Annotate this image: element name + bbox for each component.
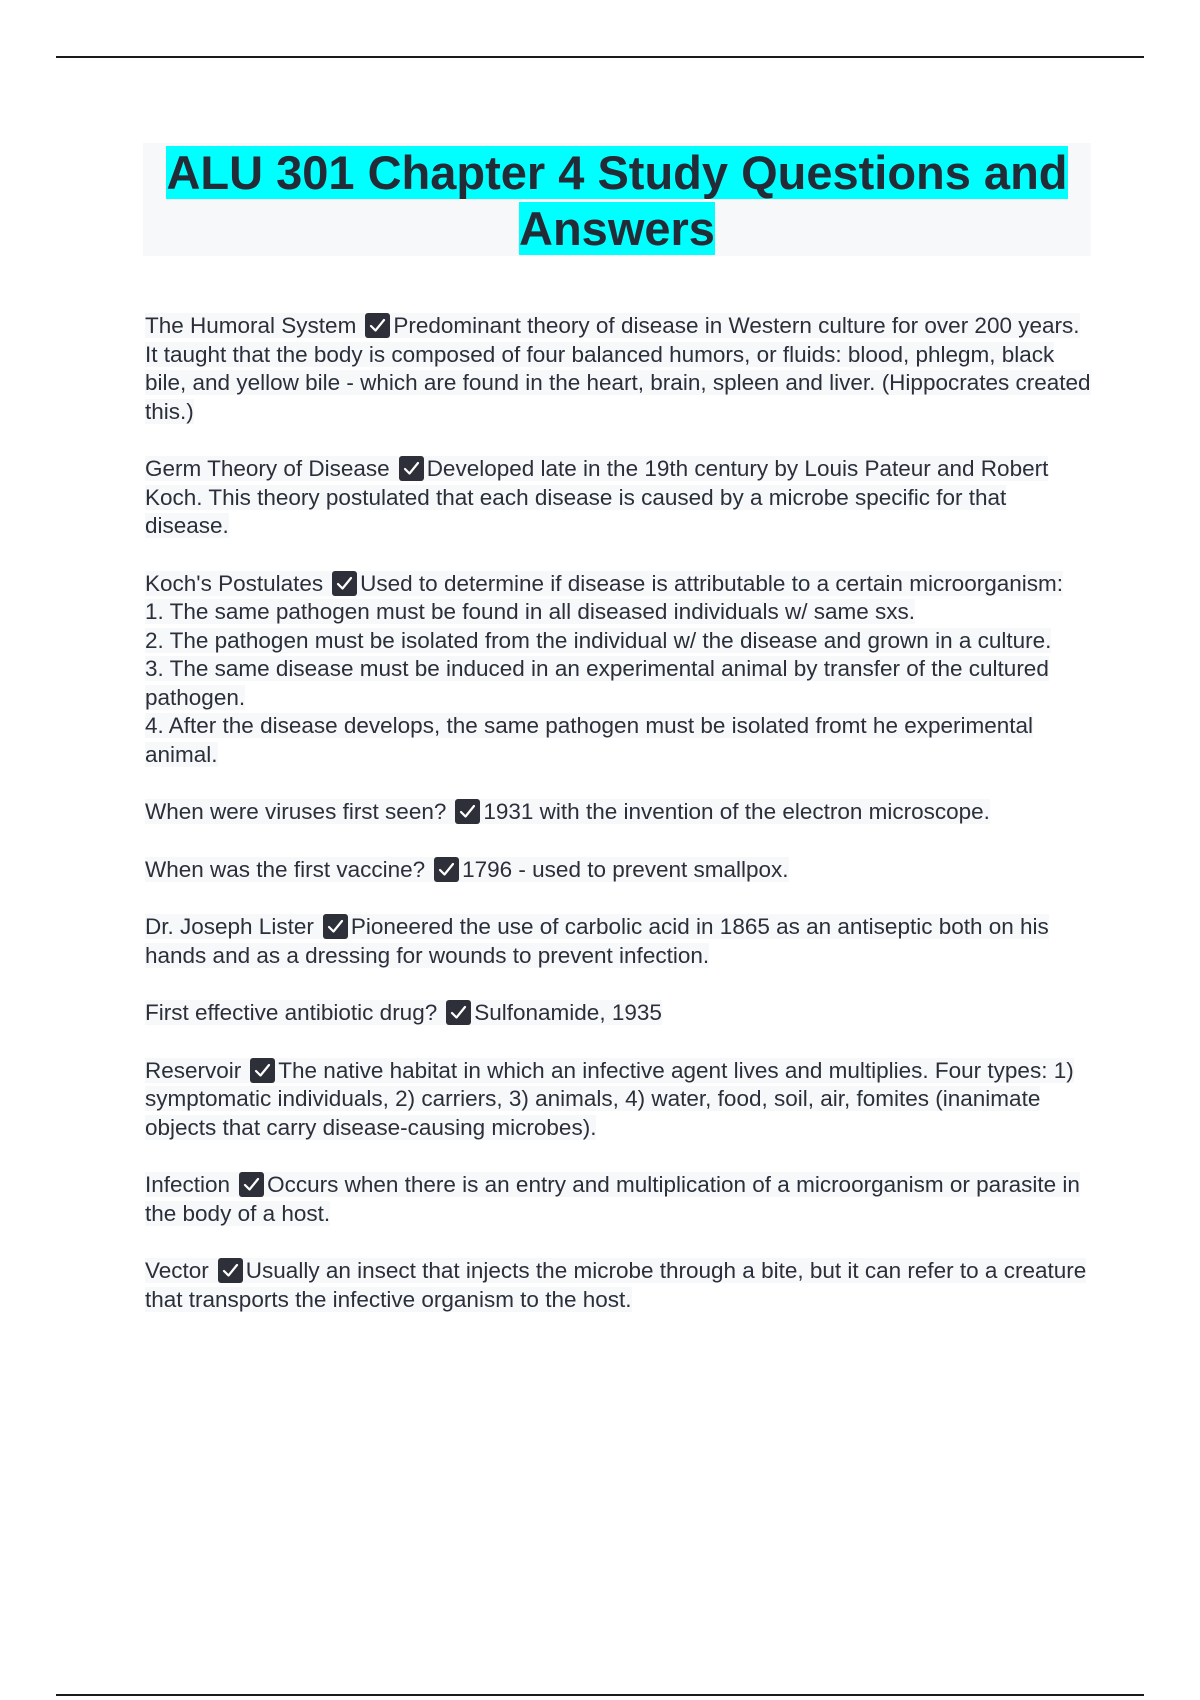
postulate-item: 2. The pathogen must be isolated from the individual w/ the disease and grown in a culture.	[145, 627, 1052, 653]
qa-answer: 1796 - used to prevent smallpox.	[462, 856, 789, 882]
qa-item	[145, 455, 1091, 541]
qa-answer: 1931 with the invention of the electron microscope.	[483, 799, 990, 824]
top-rule	[56, 56, 1144, 58]
postulate-item: 4. After the disease develops, the same pathogen must be isolated fromt he experimental animal.	[145, 713, 1034, 767]
qa-answer: Used to determine if disease is attributable to a certain microorganism:	[360, 570, 1063, 596]
checkmark-icon	[365, 313, 390, 338]
checkmark-icon	[399, 456, 424, 481]
bottom-rule	[56, 1694, 1144, 1696]
qa-item	[145, 999, 1091, 1028]
qa-answer: Predominant theory of disease in Western culture for over 200 years. It taught that the body is composed of four balanced humors, or fluids: blood, phlegm, black bile, and yellow bile - which are found in the heart, brain, spleen and liver. (Hippocrates created this.)	[145, 313, 1091, 424]
qa-item	[145, 913, 1091, 970]
qa-answer: Sulfonamide, 1935	[474, 1000, 662, 1025]
postulate-item: 3. The same disease must be induced in an experimental animal by transfer of the cultured pathogen.	[145, 656, 1049, 710]
qa-item	[145, 312, 1091, 426]
qa-item	[145, 1057, 1091, 1143]
qa-answer: Pioneered the use of carbolic acid in 1865 as an antiseptic both on his hands and as a dressing for wounds to prevent infection.	[145, 914, 1049, 968]
page-title	[143, 143, 1091, 257]
checkmark-icon	[434, 857, 459, 882]
qa-answer: Occurs when there is an entry and multiplication of a microorganism or parasite in the body of a host.	[145, 1172, 1080, 1226]
qa-item	[145, 798, 1091, 827]
qa-term: Reservoir	[145, 1057, 242, 1083]
checkmark-icon	[239, 1172, 264, 1197]
page-title-text: ALU 301 Chapter 4 Study Questions and Answers	[166, 146, 1068, 255]
qa-term: Infection	[145, 1172, 231, 1197]
qa-answer: The native habitat in which an infective agent lives and multiplies. Four types: 1) symptomatic individuals, 2) carriers, 3) animals, 4) water, food, soil, air, fomites (inanimate objects that carry disease-causing microbes).	[145, 1057, 1074, 1140]
checkmark-icon	[323, 914, 348, 939]
checkmark-icon	[218, 1258, 243, 1283]
title-block	[143, 143, 1091, 256]
checkmark-icon	[332, 571, 357, 596]
qa-item	[145, 1171, 1091, 1228]
qa-item	[145, 570, 1091, 770]
checkmark-icon	[250, 1058, 275, 1083]
qa-term: The Humoral System	[145, 313, 357, 338]
qa-term: Vector	[145, 1258, 209, 1283]
qa-term: First effective antibiotic drug?	[145, 1000, 438, 1025]
checkmark-icon	[455, 799, 480, 824]
postulate-item: 1. The same pathogen must be found in all diseased individuals w/ same sxs.	[145, 599, 916, 624]
qa-term: Koch's Postulates	[145, 570, 324, 596]
qa-term: Germ Theory of Disease	[145, 456, 390, 481]
qa-item	[145, 856, 1091, 885]
qa-item	[145, 1257, 1091, 1314]
qa-term: When was the first vaccine?	[145, 856, 426, 882]
qa-answer: Usually an insect that injects the microbe through a bite, but it can refer to a creature that transports the infective organism to the host.	[145, 1258, 1087, 1312]
checkmark-icon	[446, 1000, 471, 1025]
qa-term: When were viruses first seen?	[145, 799, 447, 824]
qa-list	[145, 312, 1091, 1343]
qa-term: Dr. Joseph Lister	[145, 914, 314, 939]
qa-answer: Developed late in the 19th century by Louis Pateur and Robert Koch. This theory postulated that each disease is caused by a microbe specific for that disease.	[145, 456, 1049, 538]
